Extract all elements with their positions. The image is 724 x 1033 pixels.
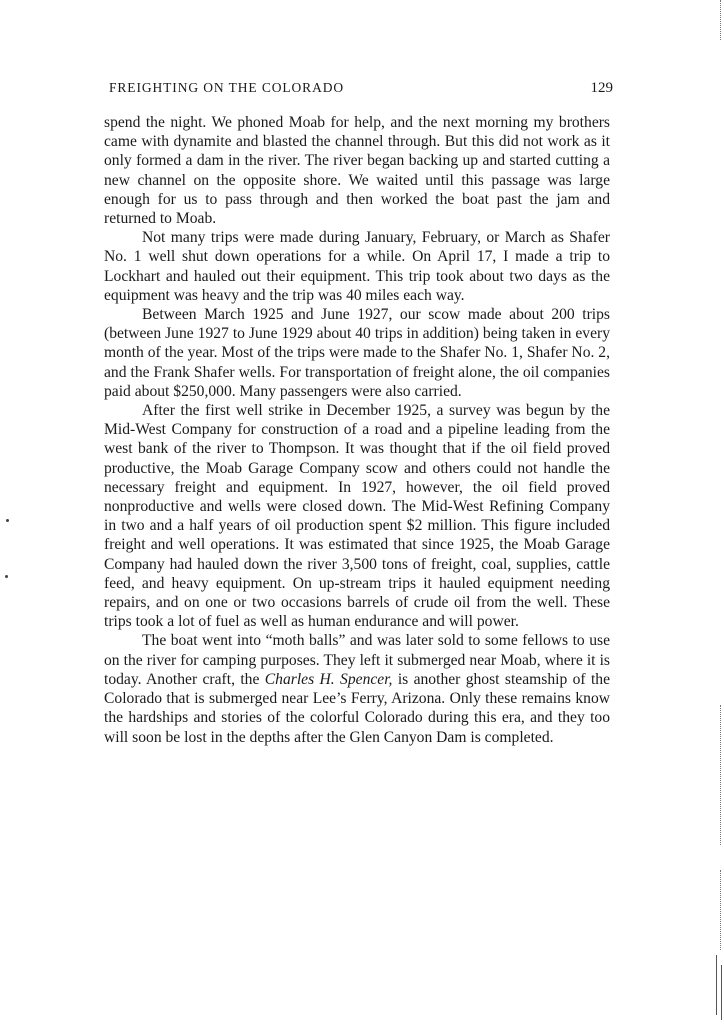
edge-dotted-line-mid [720, 705, 722, 845]
paragraph-3 [104, 305, 610, 401]
text-run: After the first well strike in December 1925, a survey was begun by the Mid-West Company for construction of a road and a pipeline leading from the west bank of the river to Thompson. It was thought that if the oil field proved productive, the Moab Garage Company scow and others could not handle the necessary freight and equipment. In 1927, however, the oil field proved nonproductive and wells were closed down. The Mid-West Refining Company in two and a half years of oil production spent $2 million. This figure included freight and well operations. It was estimated that since 1925, the Moab Garage Company had hauled down the river 3,500 tons of freight, coal, supplies, cattle feed, and heavy equipment. On up-stream trips it hauled equipment needing repairs, and on one or two occasions barrels of crude oil from the well. These trips took a lot of fuel as well as human endurance and will power. [104, 402, 610, 631]
paragraph-4 [104, 401, 610, 631]
paragraph-5 [104, 631, 610, 746]
text-run: The boat went into “moth balls” and was later sold to some fellows to use on the river for camping purposes. They left it submerged near Moab, where it is today. Another craft, the [104, 632, 610, 688]
text-run: Not many trips were made during January, February, or March as Shafer No. 1 well shut down operations for a while. On April 17, I made a trip to Lockhart and hauled out their equipment. This trip took about two days as the equipment was heavy and the trip was 40 miles each way. [104, 229, 610, 304]
margin-speck-lower [5, 575, 8, 578]
text-run: Between March 1925 and June 1927, our scow made about 200 trips (between June 1927 to June 1929 about 40 trips in addition) being taken in every month of the year. Most of the trips were made to the Shafer No. 1, Shafer No. 2, and the Frank Shafer wells. For transportation of freight alone, the oil companies paid about $250,000. Many passengers were also carried. [104, 306, 610, 400]
edge-dotted-line-low [720, 870, 722, 950]
body-text [104, 113, 610, 747]
edge-solid-line-2 [721, 965, 722, 1020]
paragraph-2 [104, 228, 610, 305]
text-run: is another ghost steamship of the Colorado that is submerged near Lee’s Ferry, Arizona. Only these remains know the hardships and stories of the colorful Colorado during this era, and they too will soon be lost in the depths after the Glen Canyon Dam is completed. [104, 670, 611, 746]
running-head [109, 80, 613, 100]
margin-speck-upper [6, 519, 9, 522]
page-number: 129 [590, 80, 613, 96]
paragraph-1 [104, 113, 610, 228]
running-title: FREIGHTING ON THE COLORADO [109, 80, 345, 95]
italic-run: Charles H. Spencer, [264, 670, 393, 688]
edge-dotted-line-top [720, 0, 722, 40]
text-run: spend the night. We phoned Moab for help, and the next morning my brothers came with dynamite and blasted the channel through. But this did not work as it only formed a dam in the river. The river began backing up and started cutting a new channel on the opposite shore. We waited until this passage was large enough for us to pass through and then worked the boat past the jam and returned to Moab. [104, 114, 610, 228]
edge-solid-line-1 [716, 955, 717, 1015]
